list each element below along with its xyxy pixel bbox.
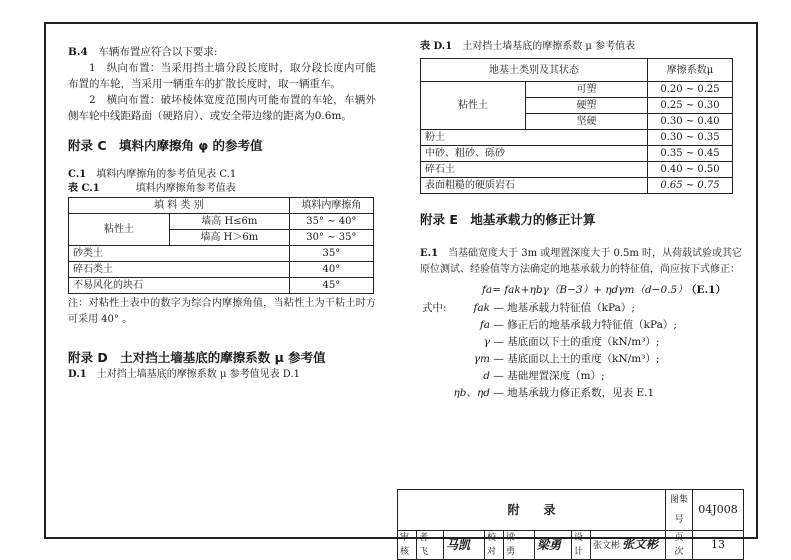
design-credit [591,531,666,560]
definition-text: — 基础埋置深度（m）; [493,370,605,382]
definition-text: — 修正后的地基承载力特征值（kPa）; [493,319,677,331]
definition-text: — 基底面以下土的重度（kN/m³）; [493,336,660,348]
symbol-definitions [420,300,760,402]
table-c1-value: 40° [289,262,373,278]
table-d1-state: 硬塑 [526,98,648,114]
table-c1 [68,197,374,294]
definition-symbol: fak [473,302,490,314]
c1-text: 填料内摩擦角的参考值见表 C.1 [96,169,237,180]
atlas-label: 图集号 [666,490,693,531]
table-d1-soil: 碎石土 [421,162,648,178]
table-d1 [420,58,733,194]
page-number: 13 [693,531,744,560]
table-d1-caption [420,40,760,54]
table-d1-soil: 中砂、粗砂、砾砂 [421,146,648,162]
definition-item [450,334,760,351]
table-d1-title: 土对挡土墙基底的摩擦系数 μ 参考值表 [462,41,636,52]
table-c1-value: 30° ~ 35° [289,230,373,246]
table-d1-soil: 表面粗糙的硬质岩石 [421,178,648,194]
table-d1-value: 0.30 ~ 0.35 [647,130,732,146]
e1-paragraph [420,246,742,278]
c1-line [68,168,376,182]
design-signature: 张文彬 [622,537,659,551]
table-c1-note: 注：对粘性土表中的数字为综合内摩擦角值，当粘性土为干粘土时方可采用 40° 。 [68,298,376,325]
definition-symbol: γm [473,353,490,365]
where-label: 式中: [422,302,447,314]
table-c1-value: 35° [289,246,373,262]
definition-symbol: d [483,370,490,382]
c1-number: C.1 [68,169,87,180]
definition-text: — 基底面以上土的重度（kN/m³）; [493,353,660,365]
table-d1-header-soil: 地基土类别及其状态 [421,59,648,82]
design-name: 张文彬 [593,541,621,551]
review-name: 者 飞 [417,531,444,560]
table-d1-soil: 粉土 [421,130,648,146]
atlas-number: 04J008 [693,490,744,531]
appendix-d-title: 附录 D 土对挡土墙基底的摩擦系数 μ 参考值 [68,350,326,365]
review-signature: 马凯 [444,531,485,560]
definition-symbol: fa [479,319,490,331]
definition-item [450,317,760,334]
table-c1-cond: 墙高 H＞6m [170,230,290,246]
table-d1-value: 0.40 ~ 0.50 [647,162,732,178]
table-d1-number: 表 D.1 [420,41,453,52]
definition-text: — 地基承载力修正系数，见表 E.1 [493,387,655,399]
table-c1-soil: 砂类土 [69,246,290,262]
table-c1-header-category: 填 料 类 别 [69,198,290,214]
definition-item [450,300,760,317]
table-c1-value: 35° ~ 40° [289,214,373,230]
table-c1-value: 45° [289,278,373,294]
definition-item [450,385,760,402]
table-d1-state: 坚硬 [526,114,648,130]
formula-row [420,282,760,298]
design-label: 设计 [572,531,591,560]
table-c1-header-angle: 填料内摩擦角 [289,198,373,214]
definition-symbol: ηb、ηd [453,387,490,399]
formula: fa= fak+ηbγ（B−3）+ ηdγm（d−0.5） [482,284,688,296]
table-c1-soil: 不易风化的块石 [69,278,290,294]
table-c1-caption [68,182,376,196]
table-d1-value: 0.20 ~ 0.25 [647,82,732,98]
page-label: 页 次 [666,531,693,560]
appendix-e-title: 附录 E 地基承载力的修正计算 [420,212,596,227]
b4-text: 车辆布置应符合以下要求: [98,46,218,58]
table-d1-state: 可塑 [526,82,648,98]
d1-line [68,368,376,382]
b4-paragraph-2: 2 横向布置：破坏棱体宽度范围内可能布置的车轮，车辆外侧车轮中线距路面（硬路肩）、或安全带边缘的距离为0.6m。 [68,94,376,122]
formula-number: （E.1） [686,284,726,296]
table-c1-cond: 墙高 H≤6m [170,214,290,230]
right-column [420,40,760,402]
title-block-title: 附 录 [398,490,666,531]
review-label: 审核 [398,531,417,560]
table-d1-value: 0.30 ~ 0.40 [647,114,732,130]
appendix-c-title: 附录 C 填料内摩擦角 φ 的参考值 [68,138,263,153]
table-c1-number: 表 C.1 [68,183,100,194]
left-column [68,44,376,382]
table-d1-value: 0.35 ~ 0.45 [647,146,732,162]
d1-text: 土对挡土墙基底的摩擦系数 μ 参考值见表 D.1 [96,369,301,380]
table-c1-title: 填料内摩擦角参考值表 [135,183,236,194]
definition-list [450,300,760,402]
section-b4 [68,44,376,60]
b4-paragraph-1: 1 纵向布置：当采用挡土墙分段长度时，取分段长度内可能布置的车轮，当采用一辆重车的扩散长度时，取一辆重车。 [68,62,376,90]
table-d1-header-mu: 摩擦系数μ [647,59,732,82]
table-d1-clay: 粘性土 [421,82,526,130]
definition-item [450,368,760,385]
table-c1-clay: 粘性土 [69,214,170,246]
definition-symbol: γ [483,336,490,348]
definition-text: — 地基承载力特征值（kPa）; [493,302,635,314]
b4-number: B.4 [68,46,88,58]
table-d1-value: 0.25 ~ 0.30 [647,98,732,114]
definition-item [450,351,760,368]
check-name: 梁 勇 [504,531,535,560]
e1-number: E.1 [420,248,439,259]
table-d1-value: 0.65 ~ 0.75 [647,178,732,194]
check-label: 校对 [485,531,504,560]
title-block [397,489,744,560]
table-c1-soil: 碎石类土 [69,262,290,278]
d1-number: D.1 [68,369,87,380]
check-signature: 梁勇 [535,531,572,560]
e1-text: 当基础宽度大于 3m 或埋置深度大于 0.5m 时，从荷载试验或其它原位测试、经验值等方法确定的地基承载力的特征值，尚应按下式修正： [420,248,743,275]
